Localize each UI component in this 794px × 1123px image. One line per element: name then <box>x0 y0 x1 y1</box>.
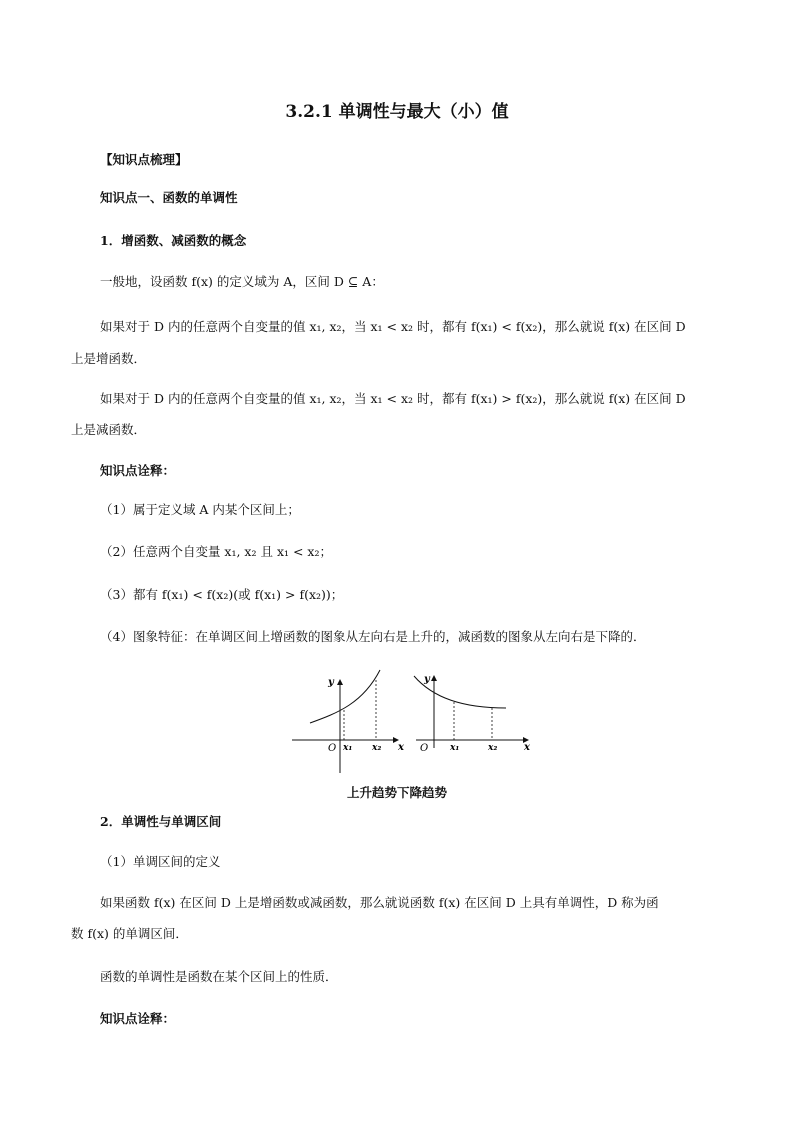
left-x2-label: x₂ <box>372 743 382 753</box>
monotonic-graphs-figure <box>288 668 538 778</box>
note-item-2: （2）任意两个自变量 x₁, x₂ 且 x₁ < x₂； <box>100 544 332 559</box>
increasing-curve <box>310 670 380 723</box>
increasing-graph <box>292 670 405 773</box>
paragraph-3b: 上是减函数． <box>71 422 147 437</box>
paragraph-3a: 如果对于 D 内的任意两个自变量的值 x₁, x₂，当 x₁ < x₂ 时，都有 f(x₁) > f(x₂)，那么就说 f(x) 在区间 D <box>100 391 686 406</box>
left-x1-label: x₁ <box>343 743 353 753</box>
left-origin-label: O <box>328 743 337 754</box>
note-item-1: （1）属于定义域 A 内某个区间上； <box>100 502 300 517</box>
right-x-label: x <box>524 742 530 753</box>
paragraph-2b: 上是增函数． <box>71 351 147 366</box>
note-item-4: （4）图象特征：在单调区间上增函数的图象从左向右是上升的，减函数的图象从左向右是下降的． <box>100 629 646 644</box>
note-item-3: （3）都有 f(x₁) < f(x₂)(或 f(x₁) > f(x₂))； <box>100 587 344 602</box>
page-title: 3.2.1 单调性与最大（小）值 <box>285 102 509 122</box>
note-heading-2: 知识点诠释： <box>100 1011 176 1026</box>
subsection-1: 1．增函数、减函数的概念 <box>100 233 247 248</box>
left-x-label: x <box>398 742 404 753</box>
section-outline: 【知识点梳理】 <box>100 152 188 167</box>
knowledge-point-1: 知识点一、函数的单调性 <box>100 190 238 205</box>
paragraph-4b: 数 f(x) 的单调区间． <box>71 926 188 941</box>
subsection-2: 2．单调性与单调区间 <box>100 814 222 829</box>
decreasing-graph <box>414 674 531 754</box>
right-origin-label: O <box>420 743 429 754</box>
paragraph-5: 函数的单调性是函数在某个区间上的性质． <box>100 969 338 984</box>
paragraph-2a: 如果对于 D 内的任意两个自变量的值 x₁, x₂，当 x₁ < x₂ 时，都有 f(x₁) < f(x₂)，那么就说 f(x) 在区间 D <box>100 319 686 334</box>
note-heading-1: 知识点诠释： <box>100 463 176 478</box>
paragraph-1: 一般地，设函数 f(x) 的定义域为 A，区间 D ⊆ A： <box>100 274 384 289</box>
figure-caption: 上升趋势下降趋势 <box>346 785 447 800</box>
right-y-label: y <box>424 674 430 685</box>
right-x1-label: x₁ <box>450 743 460 753</box>
paragraph-4a: 如果函数 f(x) 在区间 D 上是增函数或减函数，那么就说函数 f(x) 在区间 D 上具有单调性，D 称为函 <box>100 895 659 910</box>
right-x2-label: x₂ <box>488 743 498 753</box>
subsection-2-item-1: （1）单调区间的定义 <box>100 854 221 869</box>
left-y-label: y <box>328 677 334 688</box>
